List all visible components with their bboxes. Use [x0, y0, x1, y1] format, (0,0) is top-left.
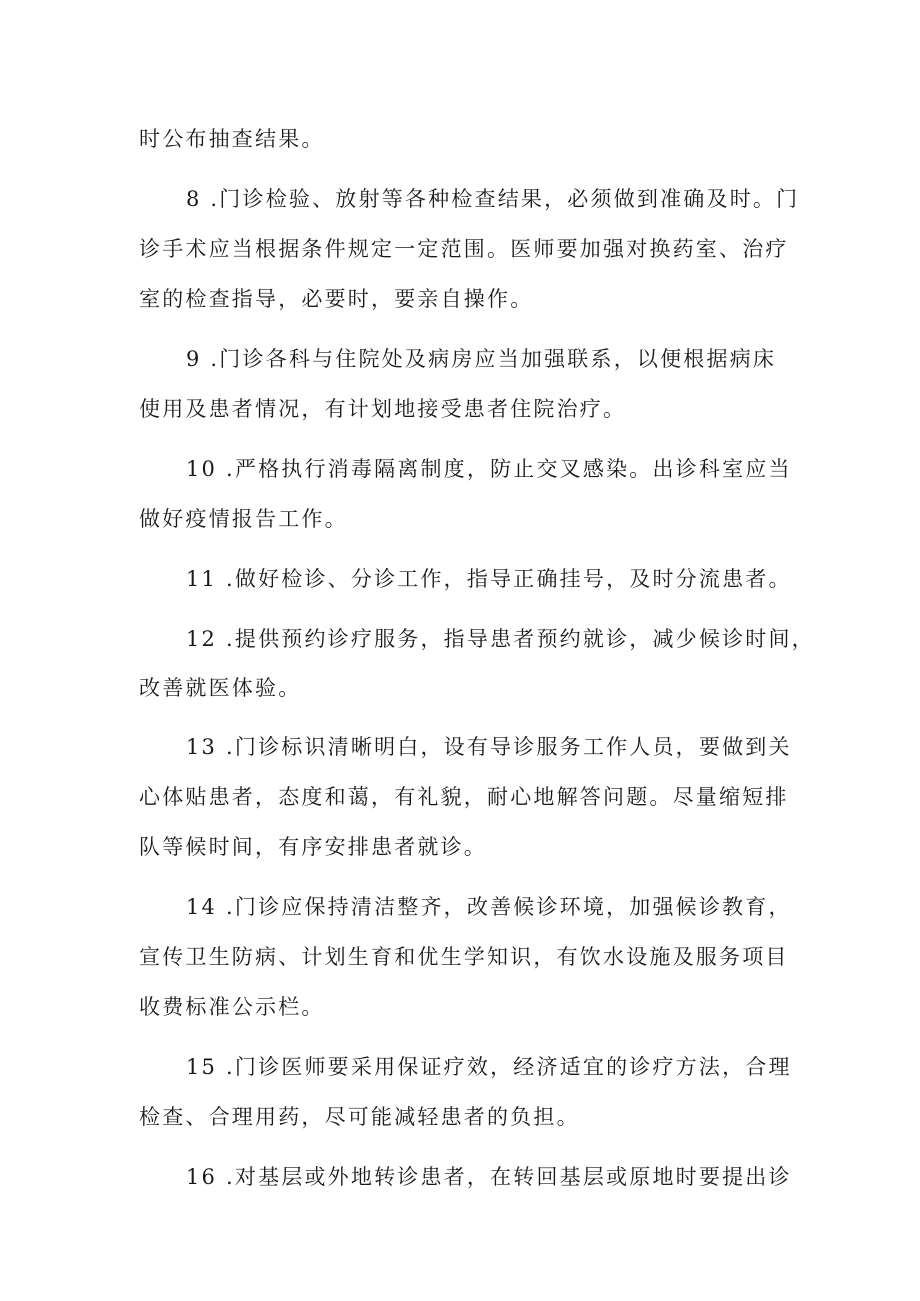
text-line-content: 16 .对基层或外地转诊患者，在转回基层或原地时要提出诊	[186, 1165, 792, 1189]
text-line-content: 9 .门诊各科与住院处及病房应当加强联系，以便根据病床	[186, 347, 777, 371]
text-line-content: 改善就医体验。	[139, 676, 302, 700]
text-line-content: 14 .门诊应保持清洁整齐，改善候诊环境，加强候诊教育，	[186, 895, 792, 919]
text-line-content: 8 .门诊检验、放射等各种检查结果，必须做到准确及时。门	[186, 187, 800, 211]
text-line-content: 室的检查指导，必要时，要亲自操作。	[139, 287, 534, 311]
text-line-content: 使用及患者情况，有计划地接受患者住院治疗。	[139, 397, 627, 421]
text-line-content: 15 .门诊医师要采用保证疗效，经济适宜的诊疗方法，合理	[186, 1055, 792, 1079]
text-line-content: 时公布抽查结果。	[139, 127, 325, 151]
text-line-content: 队等候时间，有序安排患者就诊。	[139, 835, 487, 859]
text-line-content: 心体贴患者，态度和蔼，有礼貌，耐心地解答问题。尽量缩短排	[139, 785, 789, 809]
text-line-content: 11 .做好检诊、分诊工作，指导正确挂号，及时分流患者。	[186, 567, 792, 591]
text-line-content: 诊手术应当根据条件规定一定范围。医师要加强对换药室、治疗	[139, 237, 789, 261]
text-line-content: 做好疫情报告工作。	[139, 507, 348, 531]
text-line-content: 10 .严格执行消毒隔离制度，防止交叉感染。出诊科室应当	[186, 457, 792, 481]
text-line-content: 检查、合理用药，尽可能减轻患者的负担。	[139, 1105, 580, 1129]
text-line-content: 宣传卫生防病、计划生育和优生学知识，有饮水设施及服务项目	[139, 945, 789, 969]
text-line-content: 12 .提供预约诊疗服务，指导患者预约就诊，减少候诊时间，	[186, 627, 815, 651]
text-line-content: 收费标准公示栏。	[139, 995, 325, 1019]
text-line-content: 13 .门诊标识清晰明白，设有导诊服务工作人员，要做到关	[186, 735, 792, 759]
